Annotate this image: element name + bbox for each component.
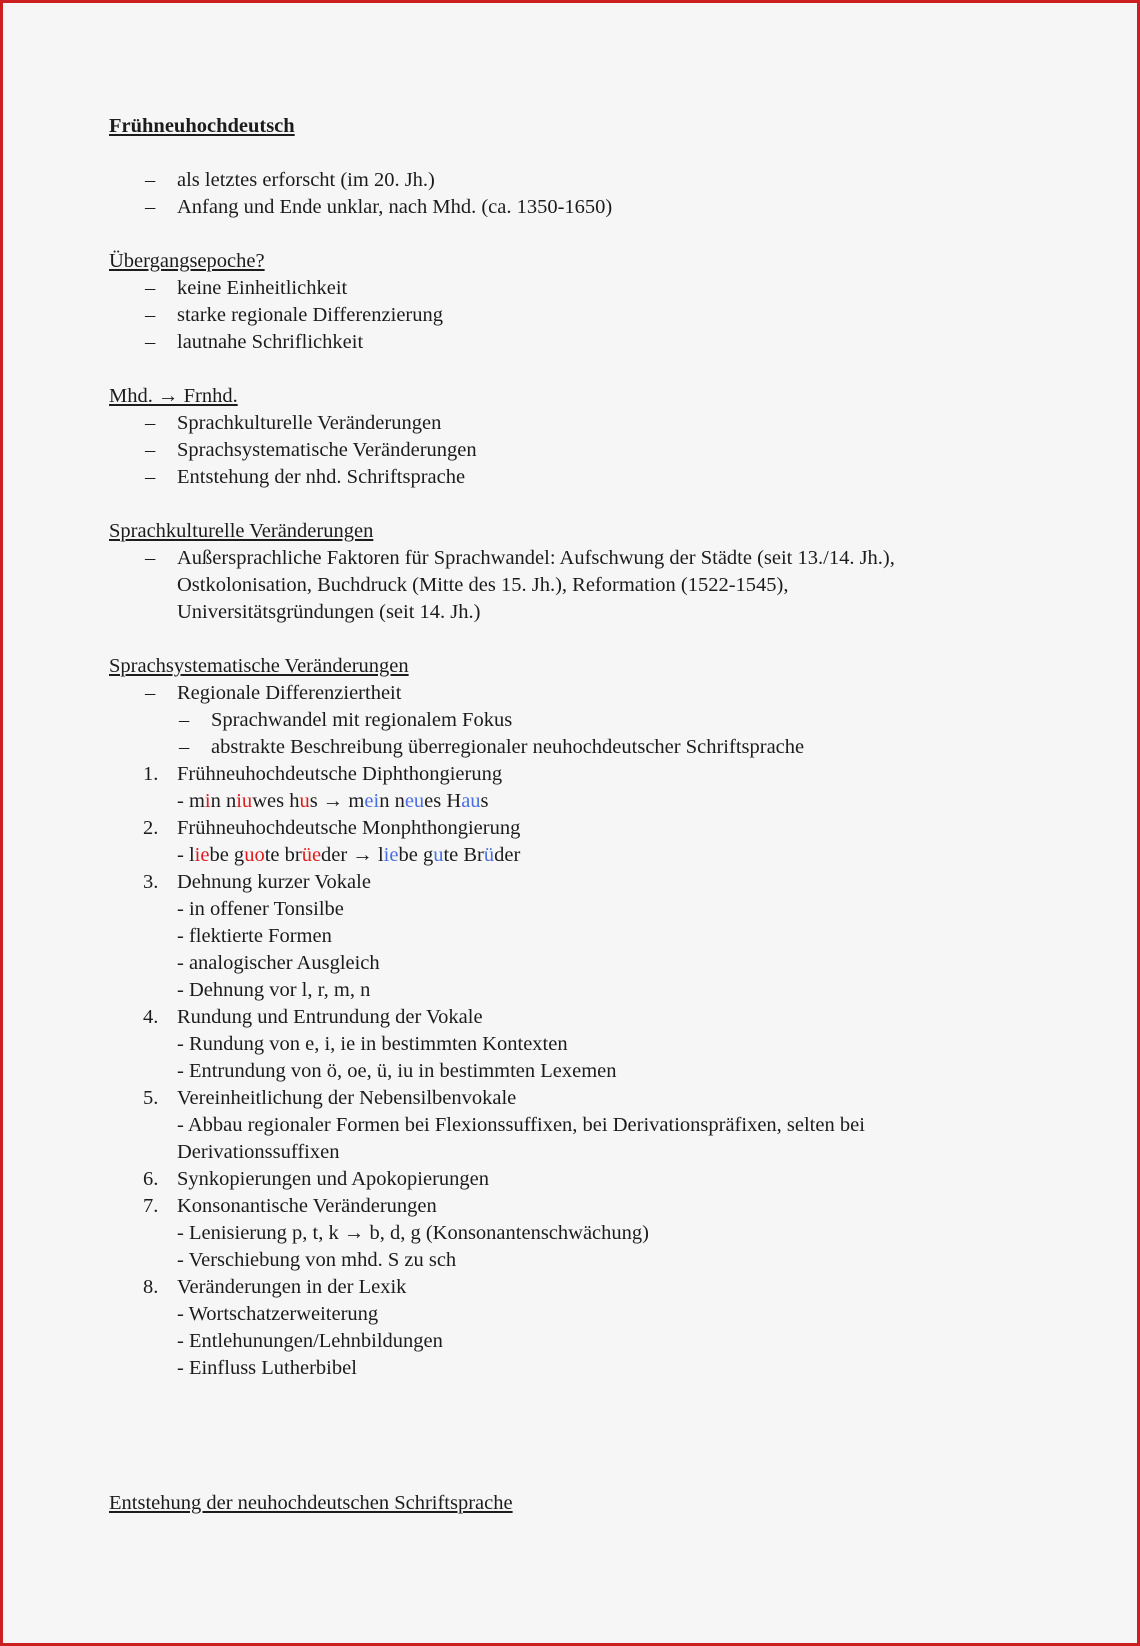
list-item: – Entstehung der nhd. Schriftsprache bbox=[145, 466, 466, 488]
section-heading-entstehung: Entstehung der neuhochdeutschen Schriftsprache bbox=[109, 1492, 513, 1514]
list-item: – Anfang und Ende unklar, nach Mhd. (ca. 1350-1650) bbox=[145, 196, 613, 218]
sub-point: - in offener Tonsilbe bbox=[177, 898, 344, 920]
list-item: – Sprachkulturelle Veränderungen bbox=[145, 412, 442, 434]
numbered-item-4: 4. Rundung und Entrundung der Vokale bbox=[143, 1006, 483, 1028]
list-item: – lautnahe Schriflichkeit bbox=[145, 331, 364, 353]
sub-point: - Einfluss Lutherbibel bbox=[177, 1357, 357, 1379]
list-item: – als letztes erforscht (im 20. Jh.) bbox=[145, 169, 435, 191]
sub-point: - Abbau regionaler Formen bei Flexionssuffixen, bei Derivationspräfixen, selten bei bbox=[177, 1114, 865, 1136]
document-content bbox=[109, 113, 1009, 1517]
sub-point: - Lenisierung p, t, k → b, d, g (Konsonantenschwächung) bbox=[177, 1222, 649, 1244]
document-title: Frühneuhochdeutsch bbox=[109, 115, 295, 137]
sub-point: - Dehnung vor l, r, m, n bbox=[177, 979, 371, 1001]
sub-point: - flektierte Formen bbox=[177, 925, 332, 947]
sub-point: - Verschiebung von mhd. S zu sch bbox=[177, 1249, 457, 1271]
list-item: – Sprachsystematische Veränderungen bbox=[145, 439, 477, 461]
sub-point: - analogischer Ausgleich bbox=[177, 952, 380, 974]
numbered-item-6: 6. Synkopierungen und Apokopierungen bbox=[143, 1168, 490, 1190]
sub-list-item: – Sprachwandel mit regionalem Fokus bbox=[179, 709, 513, 731]
numbered-item-1: 1. Frühneuhochdeutsche Diphthongierung bbox=[143, 763, 503, 785]
sub-point: - Wortschatzerweiterung bbox=[177, 1303, 379, 1325]
sub-list-item: – abstrakte Beschreibung überregionaler neuhochdeutscher Schriftsprache bbox=[179, 736, 805, 758]
sub-point: - Entrundung von ö, oe, ü, iu in bestimmten Lexemen bbox=[177, 1060, 617, 1082]
example-monophthongierung: - liebe guote brüeder → liebe gute Brüder bbox=[177, 844, 521, 866]
sub-point-continuation: Derivationssuffixen bbox=[177, 1141, 340, 1163]
sub-point: - Entlehunungen/Lehnbildungen bbox=[177, 1330, 443, 1352]
section-heading-uebergang: Übergangsepoche? bbox=[109, 250, 265, 272]
example-diphthongierung: - min niuwes hus → mein neues Haus bbox=[177, 790, 489, 812]
sub-point: - Rundung von e, i, ie in bestimmten Kontexten bbox=[177, 1033, 568, 1055]
numbered-item-8: 8. Veränderungen in der Lexik bbox=[143, 1276, 407, 1298]
list-item: – Regionale Differenziertheit bbox=[145, 682, 402, 704]
list-item: – starke regionale Differenzierung bbox=[145, 304, 443, 326]
numbered-item-5: 5. Vereinheitlichung der Nebensilbenvokale bbox=[143, 1087, 517, 1109]
list-item-continuation: Ostkolonisation, Buchdruck (Mitte des 15. Jh.), Reformation (1522-1545), bbox=[177, 574, 789, 596]
numbered-item-2: 2. Frühneuhochdeutsche Monphthongierung bbox=[143, 817, 521, 839]
list-item: – keine Einheitlichkeit bbox=[145, 277, 348, 299]
numbered-item-7: 7. Konsonantische Veränderungen bbox=[143, 1195, 437, 1217]
numbered-item-3: 3. Dehnung kurzer Vokale bbox=[143, 871, 371, 893]
list-item-continuation: Universitätsgründungen (seit 14. Jh.) bbox=[177, 601, 481, 623]
section-heading-mhd-frnhd: Mhd. → Frnhd. bbox=[109, 385, 238, 407]
list-item: – Außersprachliche Faktoren für Sprachwandel: Aufschwung der Städte (seit 13./14. Jh.), bbox=[145, 547, 895, 569]
section-heading-sprachsystematisch: Sprachsystematische Veränderungen bbox=[109, 655, 409, 677]
section-heading-sprachkulturell: Sprachkulturelle Veränderungen bbox=[109, 520, 374, 542]
